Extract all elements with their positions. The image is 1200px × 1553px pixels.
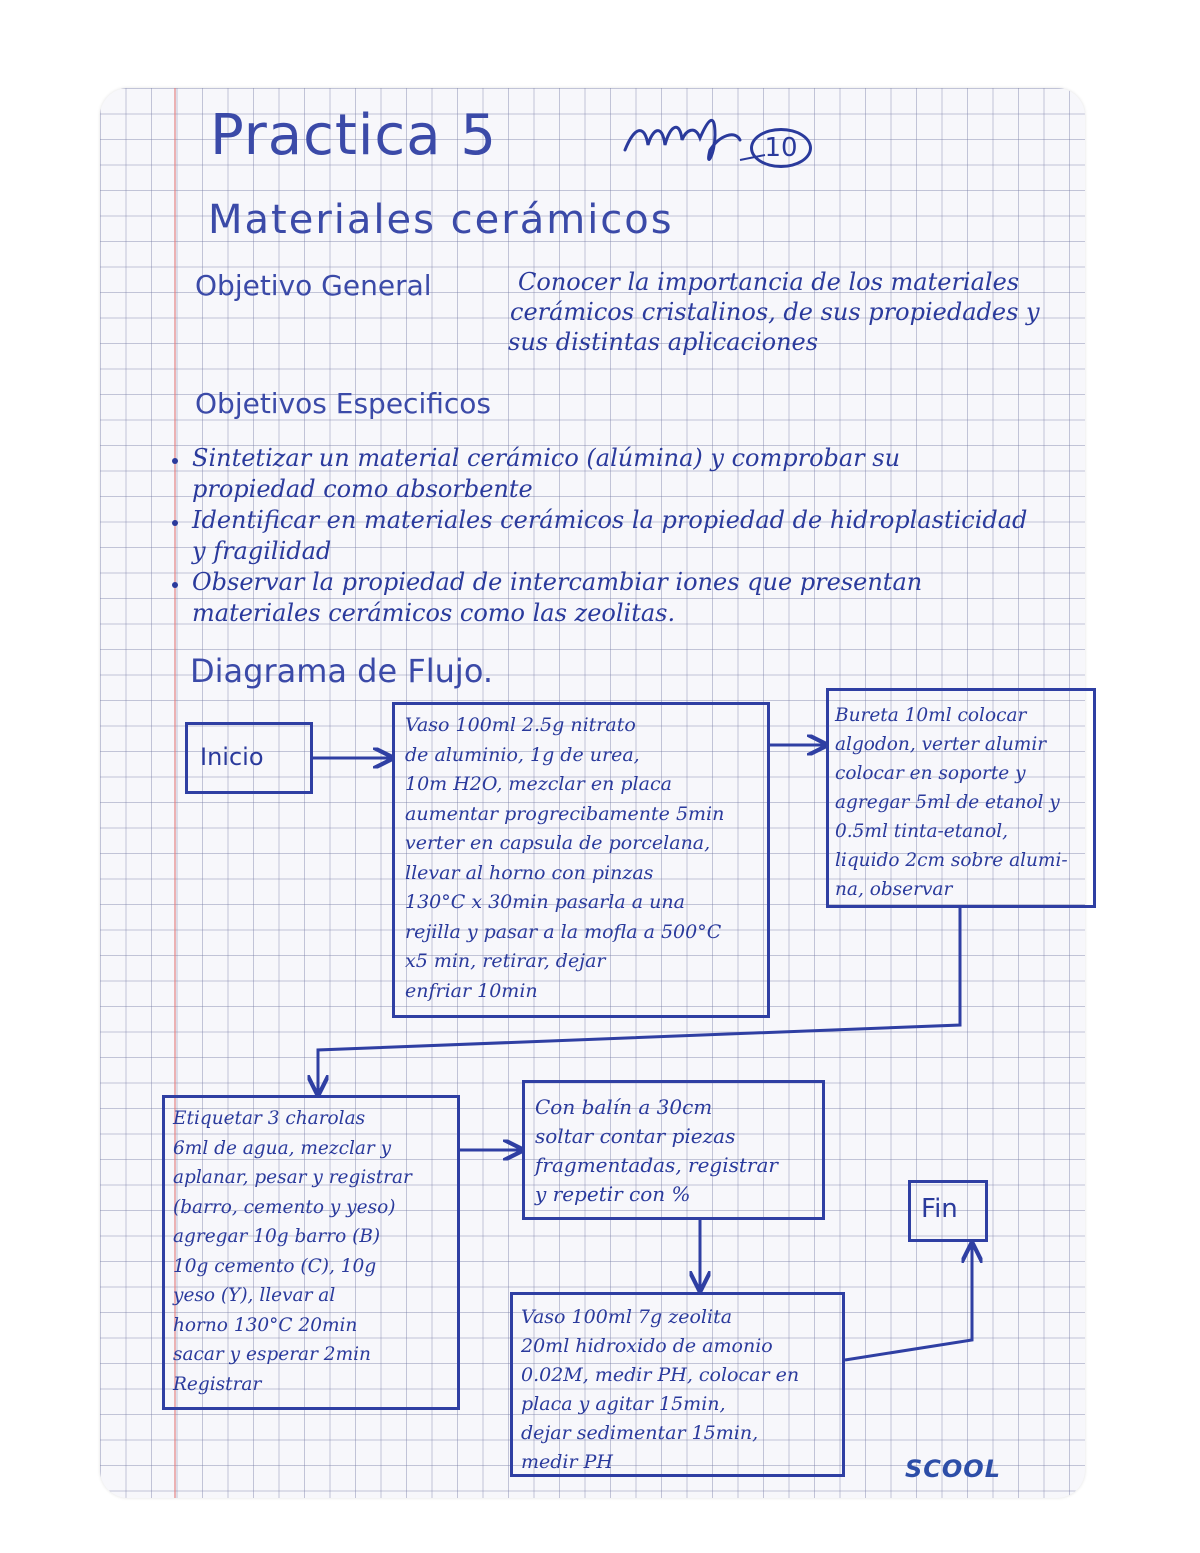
flow-node-label: Vaso 100ml 7g zeolita 20ml hidroxido de amonio 0.02M, medir PH, colocar en placa y agitar 15min, dejar sedimentar 15min, medir PH <box>521 1306 800 1473</box>
grade-badge: 10 <box>750 128 812 168</box>
flow-arrow <box>845 1246 972 1360</box>
objetivo-general-line: cerámicos cristalinos, de sus propiedades y <box>510 298 1040 326</box>
flow-node-label: Bureta 10ml colocar algodon, verter alumir colocar en soporte y agregar 5ml de etanol y 0.5ml tinta-etanol, liquido 2cm sobre alumi- na, observar <box>835 705 1068 900</box>
scool-logo: SCOOL <box>905 1455 1001 1483</box>
flow-node-label: Vaso 100ml 2.5g nitrato de aluminio, 1g de urea, 10m H2O, mezclar en placa aumentar progrecibamente 5min verter en capsula de porcelana, llevar al horno con pinzas 130°C x 30min pasarla a una rejilla y pasar a la mofla a 500°C x5 min, retirar, dejar enfriar 10min <box>405 714 725 1002</box>
diagrama-label: Diagrama de Flujo. <box>190 652 493 690</box>
flow-arrow <box>318 908 960 1092</box>
flow-node-label: Etiquetar 3 charolas 6ml de agua, mezclar y aplanar, pesar y registrar (barro, cemento y yeso) agregar 10g barro (B) 10g cemento (C), 10g yeso (Y), llevar al horno 130°C 20min sacar y esperar 2min Registrar <box>173 1108 412 1395</box>
objetivos-especificos-label: Objetivos Especificos <box>195 387 491 420</box>
flow-node-label: Fin <box>921 1194 958 1224</box>
list-item: Sintetizar un material cerámico (alúmina) y comprobar su propiedad como absorbente <box>170 443 1027 505</box>
page-subtitle: Materiales cerámicos <box>208 197 674 243</box>
flow-node-label: Con balín a 30cm soltar contar piezas fragmentadas, registrar y repetir con % <box>535 1095 778 1206</box>
flow-node-label: Inicio <box>200 743 264 771</box>
objetivo-general-label: Objetivo General <box>195 269 432 302</box>
list-item: Observar la propiedad de intercambiar iones que presentan materiales cerámicos como las zeolitas. <box>170 567 1027 629</box>
objetivo-general-line: sus distintas aplicaciones <box>508 328 819 356</box>
objetivo-general-line: Conocer la importancia de los materiales <box>518 268 1020 296</box>
page-title: Practica 5 <box>210 103 497 168</box>
list-item: Identificar en materiales cerámicos la propiedad de hidroplasticidad y fragilidad <box>170 505 1027 567</box>
